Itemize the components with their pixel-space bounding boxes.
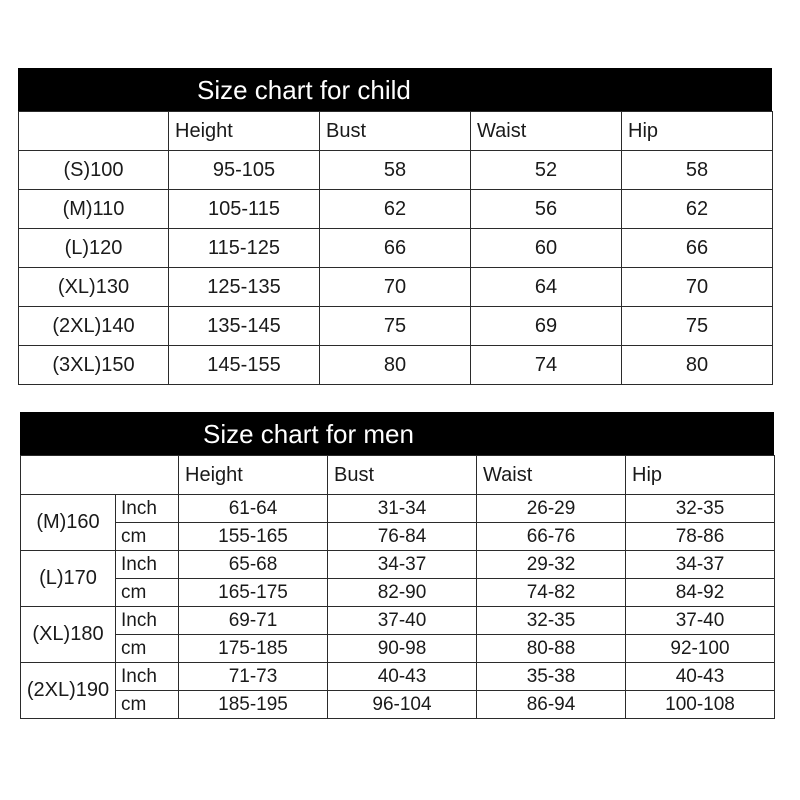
men-height-cell: 155-165	[179, 523, 328, 551]
men-waist-cell: 80-88	[477, 635, 626, 663]
men-hip-cell: 100-108	[626, 691, 775, 719]
child-row	[19, 307, 773, 346]
child-header-bust: Bust	[320, 112, 471, 151]
child-size-cell: (XL)130	[19, 268, 169, 307]
men-header-size	[21, 456, 179, 495]
men-unit-cell: Inch	[116, 607, 179, 635]
child-height-cell: 125-135	[169, 268, 320, 307]
child-bust-cell: 58	[320, 151, 471, 190]
child-height-cell: 145-155	[169, 346, 320, 385]
men-height-cell: 69-71	[179, 607, 328, 635]
child-header-size	[19, 112, 169, 151]
men-unit-cell: cm	[116, 523, 179, 551]
child-bust-cell: 66	[320, 229, 471, 268]
men-hip-cell: 37-40	[626, 607, 775, 635]
men-waist-cell: 35-38	[477, 663, 626, 691]
men-bust-cell: 34-37	[328, 551, 477, 579]
men-bust-cell: 40-43	[328, 663, 477, 691]
child-waist-cell: 74	[471, 346, 622, 385]
men-hip-cell: 84-92	[626, 579, 775, 607]
men-header-waist: Waist	[477, 456, 626, 495]
men-bust-cell: 96-104	[328, 691, 477, 719]
child-header-height: Height	[169, 112, 320, 151]
men-waist-cell: 86-94	[477, 691, 626, 719]
men-chart-title: Size chart for men	[20, 412, 774, 455]
men-height-cell: 165-175	[179, 579, 328, 607]
child-chart-title: Size chart for child	[18, 68, 772, 111]
child-row	[19, 190, 773, 229]
men-unit-cell: Inch	[116, 663, 179, 691]
men-row-inch	[21, 663, 775, 691]
men-size-cell: (L)170	[21, 551, 116, 607]
men-row-inch	[21, 551, 775, 579]
men-header-height: Height	[179, 456, 328, 495]
child-hip-cell: 80	[622, 346, 773, 385]
men-waist-cell: 32-35	[477, 607, 626, 635]
men-hip-cell: 34-37	[626, 551, 775, 579]
men-header-row	[21, 456, 775, 495]
men-hip-cell: 92-100	[626, 635, 775, 663]
men-waist-cell: 29-32	[477, 551, 626, 579]
men-size-cell: (2XL)190	[21, 663, 116, 719]
men-size-table	[20, 455, 775, 719]
child-hip-cell: 58	[622, 151, 773, 190]
child-height-cell: 135-145	[169, 307, 320, 346]
child-waist-cell: 52	[471, 151, 622, 190]
child-hip-cell: 75	[622, 307, 773, 346]
men-header-hip: Hip	[626, 456, 775, 495]
child-size-cell: (S)100	[19, 151, 169, 190]
child-bust-cell: 62	[320, 190, 471, 229]
men-row-inch	[21, 607, 775, 635]
men-bust-cell: 82-90	[328, 579, 477, 607]
child-hip-cell: 62	[622, 190, 773, 229]
men-height-cell: 185-195	[179, 691, 328, 719]
child-bust-cell: 70	[320, 268, 471, 307]
men-waist-cell: 74-82	[477, 579, 626, 607]
child-height-cell: 95-105	[169, 151, 320, 190]
men-hip-cell: 40-43	[626, 663, 775, 691]
men-hip-cell: 32-35	[626, 495, 775, 523]
child-size-cell: (3XL)150	[19, 346, 169, 385]
men-bust-cell: 90-98	[328, 635, 477, 663]
child-size-cell: (L)120	[19, 229, 169, 268]
men-bust-cell: 76-84	[328, 523, 477, 551]
child-row	[19, 268, 773, 307]
child-waist-cell: 69	[471, 307, 622, 346]
child-header-waist: Waist	[471, 112, 622, 151]
child-size-cell: (M)110	[19, 190, 169, 229]
child-row	[19, 151, 773, 190]
child-height-cell: 115-125	[169, 229, 320, 268]
men-bust-cell: 31-34	[328, 495, 477, 523]
child-hip-cell: 70	[622, 268, 773, 307]
men-size-chart	[20, 412, 774, 719]
men-row-cm	[21, 579, 775, 607]
men-bust-cell: 37-40	[328, 607, 477, 635]
men-height-cell: 71-73	[179, 663, 328, 691]
child-size-cell: (2XL)140	[19, 307, 169, 346]
men-hip-cell: 78-86	[626, 523, 775, 551]
child-row	[19, 229, 773, 268]
child-waist-cell: 64	[471, 268, 622, 307]
men-height-cell: 65-68	[179, 551, 328, 579]
men-unit-cell: Inch	[116, 551, 179, 579]
men-height-cell: 61-64	[179, 495, 328, 523]
men-size-cell: (XL)180	[21, 607, 116, 663]
child-height-cell: 105-115	[169, 190, 320, 229]
men-row-cm	[21, 691, 775, 719]
child-hip-cell: 66	[622, 229, 773, 268]
men-row-cm	[21, 635, 775, 663]
men-unit-cell: cm	[116, 635, 179, 663]
child-waist-cell: 56	[471, 190, 622, 229]
child-header-hip: Hip	[622, 112, 773, 151]
child-size-chart	[18, 68, 772, 385]
men-unit-cell: cm	[116, 691, 179, 719]
men-unit-cell: Inch	[116, 495, 179, 523]
child-size-table	[18, 111, 773, 385]
men-header-bust: Bust	[328, 456, 477, 495]
men-waist-cell: 66-76	[477, 523, 626, 551]
men-size-cell: (M)160	[21, 495, 116, 551]
child-waist-cell: 60	[471, 229, 622, 268]
men-row-cm	[21, 523, 775, 551]
child-bust-cell: 75	[320, 307, 471, 346]
men-waist-cell: 26-29	[477, 495, 626, 523]
child-header-row	[19, 112, 773, 151]
men-row-inch	[21, 495, 775, 523]
child-row	[19, 346, 773, 385]
child-bust-cell: 80	[320, 346, 471, 385]
men-unit-cell: cm	[116, 579, 179, 607]
men-height-cell: 175-185	[179, 635, 328, 663]
